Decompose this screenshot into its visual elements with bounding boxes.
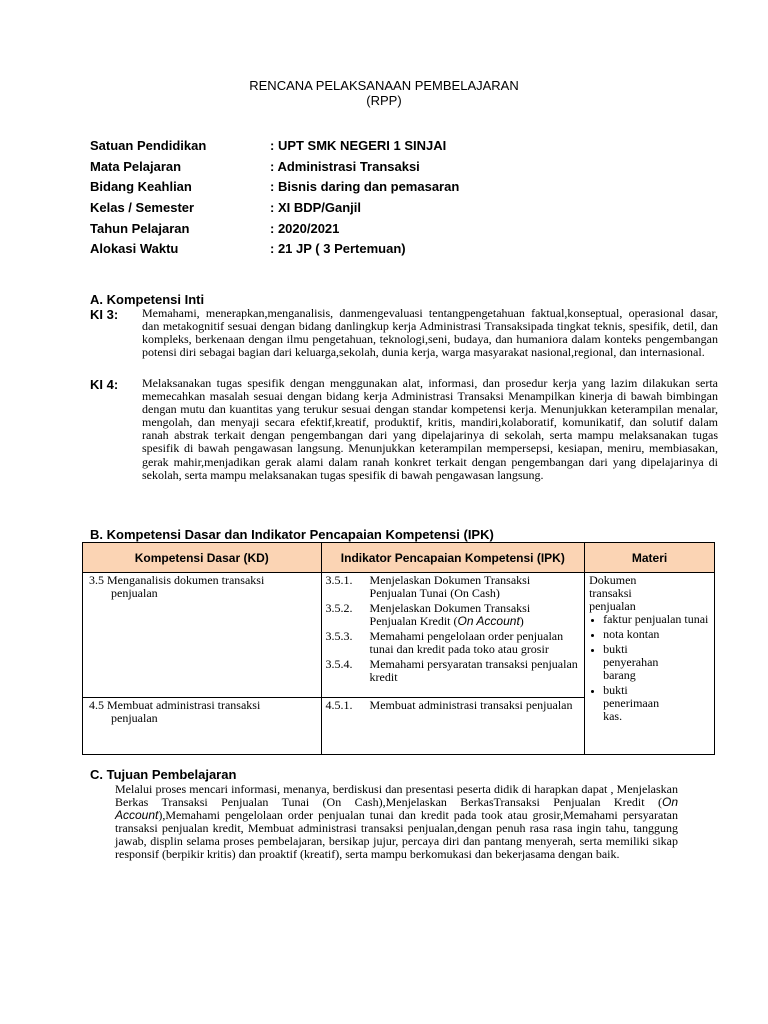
identity-value: : 2020/2021	[270, 220, 340, 236]
ipk-text: Memahami persyaratan transaksi penjualan kredit	[369, 657, 578, 684]
kd-line: 4.5 Membuat administrasi transaksi	[89, 698, 261, 712]
kd-table	[82, 542, 715, 755]
identity-value: : 21 JP ( 3 Pertemuan)	[270, 241, 406, 257]
kd-text	[87, 574, 317, 600]
ki4-label: KI 4:	[90, 377, 119, 392]
title-line-1: RENCANA PELAKSANAAN PEMBELAJARAN	[249, 78, 519, 93]
ki3-block	[90, 307, 718, 359]
identity-label: Mata Pelajaran	[90, 158, 182, 174]
kd-line: penjualan	[111, 711, 158, 725]
ipk-item	[326, 574, 581, 600]
kd-text	[87, 699, 317, 725]
ipk-number: 3.5.4.	[325, 657, 353, 671]
tujuan-text: Melalui proses mencari informasi, menanya, berdiskusi dan presentasi peserta didik di harapkan dapat , Menjelaskan Berkas Transaksi Penjualan Tunai (On Cash),Menjelaskan BerkasTransaksi Penjualan Kredit (On Account),Memahami pengelolaan order penjualan tunai dan kredit pada took atau grosir,Memahami persyaratan transaksi penjualan kredit, Membuat administrasi transaksi penjualan,dengan penuh rasa rasa ingin tahu, tanggung jawab, displin selama proses pembelajaran, bersikap jujur, percaya diri dan pantang menyerah, serta memiliki sikap responsif (berpikir kritis) dan proaktif (kreatif), serta mampu berkomukasi dan bekerjasama dengan baik.	[115, 782, 678, 862]
ipk-number: 3.5.2.	[325, 601, 353, 615]
identity-label: Alokasi Waktu	[90, 241, 179, 257]
materi-item: • bukti penyerahan barang	[603, 643, 673, 682]
ipk-text: Menjelaskan Dokumen Transaksi Penjualan Kredit (On Account)	[369, 601, 531, 628]
section-b-heading: B. Kompetensi Dasar dan Indikator Pencapaian Kompetensi (IPK)	[90, 527, 494, 542]
document-title	[0, 78, 768, 108]
ipk-number: 3.5.1.	[325, 573, 353, 587]
ipk-item	[326, 630, 581, 656]
title-line-2: (RPP)	[366, 93, 402, 108]
materi-item: • faktur penjualan tunai	[603, 613, 710, 626]
identity-label: Satuan Pendidikan	[90, 138, 207, 153]
header-ipk: Indikator Pencapaian Kompetensi (IPK)	[321, 543, 585, 573]
ki3-text: Memahami, menerapkan,menganalisis, danmengevaluasi tentangpengetahuan faktual,konseptual, operasional dasar, dan metakognitif sesuai dengan bidang danlingkup kerja Administrasi Transaksipada tingkat teknis, spesifik, detil, dan kompleks, berkenaan dengan ilmu pengetahuan, teknologi,seni, budaya, dan humaniora dalam konteks pengembangan potensi diri sebagai bagian dari keluarga,sekolah, dunia kerja, warga masyarakat nasional,regional, dan internasional.	[142, 306, 718, 360]
table-row	[83, 573, 715, 698]
identity-block	[90, 138, 459, 262]
ipk-item	[326, 602, 581, 628]
ipk-text: Memahami pengelolaan order penjualan tunai dan kredit pada toko atau grosir	[369, 629, 564, 656]
identity-value: : UPT SMK NEGERI 1 SINJAI	[270, 138, 447, 153]
ipk-text: Membuat administrasi transaksi penjualan	[369, 698, 573, 712]
identity-row	[90, 138, 459, 159]
materi-intro: Dokumen transaksi penjualan	[589, 573, 637, 613]
ki3-label: KI 3:	[90, 307, 119, 322]
identity-row	[90, 241, 459, 262]
ipk-item	[326, 699, 581, 712]
header-kd: Kompetensi Dasar (KD)	[83, 543, 322, 573]
identity-row	[90, 200, 459, 221]
ki4-text: Melaksanakan tugas spesifik dengan menggunakan alat, informasi, dan prosedur kerja yang lazim dilakukan serta memecahkan masalah sesuai dengan bidang kerja Administrasi Transaksi Menampilkan kinerja di bawah bimbingan dengan mutu dan kuantitas yang terukur sesuai dengan standar kompetensi kerja. Menunjukkan keterampilan menalar, mengolah, dan menyaji secara efektif,kreatif, produktif, kritis, mandiri,kolaboratif, komunikatif, dan solutif dalam ranah abstrak terkait dengan pengembangan dari yang dipelajarinya di sekolah, serta mampu melaksanakan tugas spesifik di bawah pengawasan langsung. Menunjukkan keterampilan mempersepsi, kesiapan, meniru, membiasakan, gerak mahir,menjadikan gerak alami dalam ranah konkret terkait dengan pengembangan dari yang dipelajarinya di sekolah, serta mampu melaksanakan tugas spesifik di bawah pengawasan langsung.	[142, 376, 718, 482]
section-a-heading: A. Kompetensi Inti	[90, 292, 205, 307]
identity-value: : Bisnis daring dan pemasaran	[270, 179, 460, 195]
identity-row	[90, 179, 459, 200]
materi-item: • bukti penerimaan kas.	[603, 684, 673, 723]
kd-line: 3.5 Menganalisis dokumen transaksi	[89, 573, 265, 587]
identity-label: Tahun Pelajaran	[90, 220, 190, 236]
ipk-number: 4.5.1.	[325, 698, 353, 712]
kd-cell	[83, 573, 322, 698]
table-header-row	[83, 543, 715, 573]
kd-cell	[83, 698, 322, 755]
identity-label: Bidang Keahlian	[90, 179, 192, 195]
identity-value: : Administrasi Transaksi	[270, 158, 420, 174]
kd-line: penjualan	[111, 586, 158, 600]
materi-list	[589, 613, 710, 723]
section-c-heading: C. Tujuan Pembelajaran	[90, 767, 237, 782]
header-materi: Materi	[585, 543, 715, 573]
identity-row	[90, 159, 459, 180]
ipk-cell	[321, 573, 585, 698]
identity-label: Kelas / Semester	[90, 200, 195, 216]
materi-cell	[585, 573, 715, 755]
ipk-cell	[321, 698, 585, 755]
ki4-block	[90, 377, 718, 482]
ipk-number: 3.5.3.	[325, 629, 353, 643]
materi-item: • nota kontan	[603, 628, 710, 641]
ipk-text: Menjelaskan Dokumen Transaksi Penjualan Tunai (On Cash)	[369, 573, 531, 600]
identity-value: : XI BDP/Ganjil	[270, 200, 362, 216]
ipk-item	[326, 658, 581, 684]
identity-row	[90, 221, 459, 242]
